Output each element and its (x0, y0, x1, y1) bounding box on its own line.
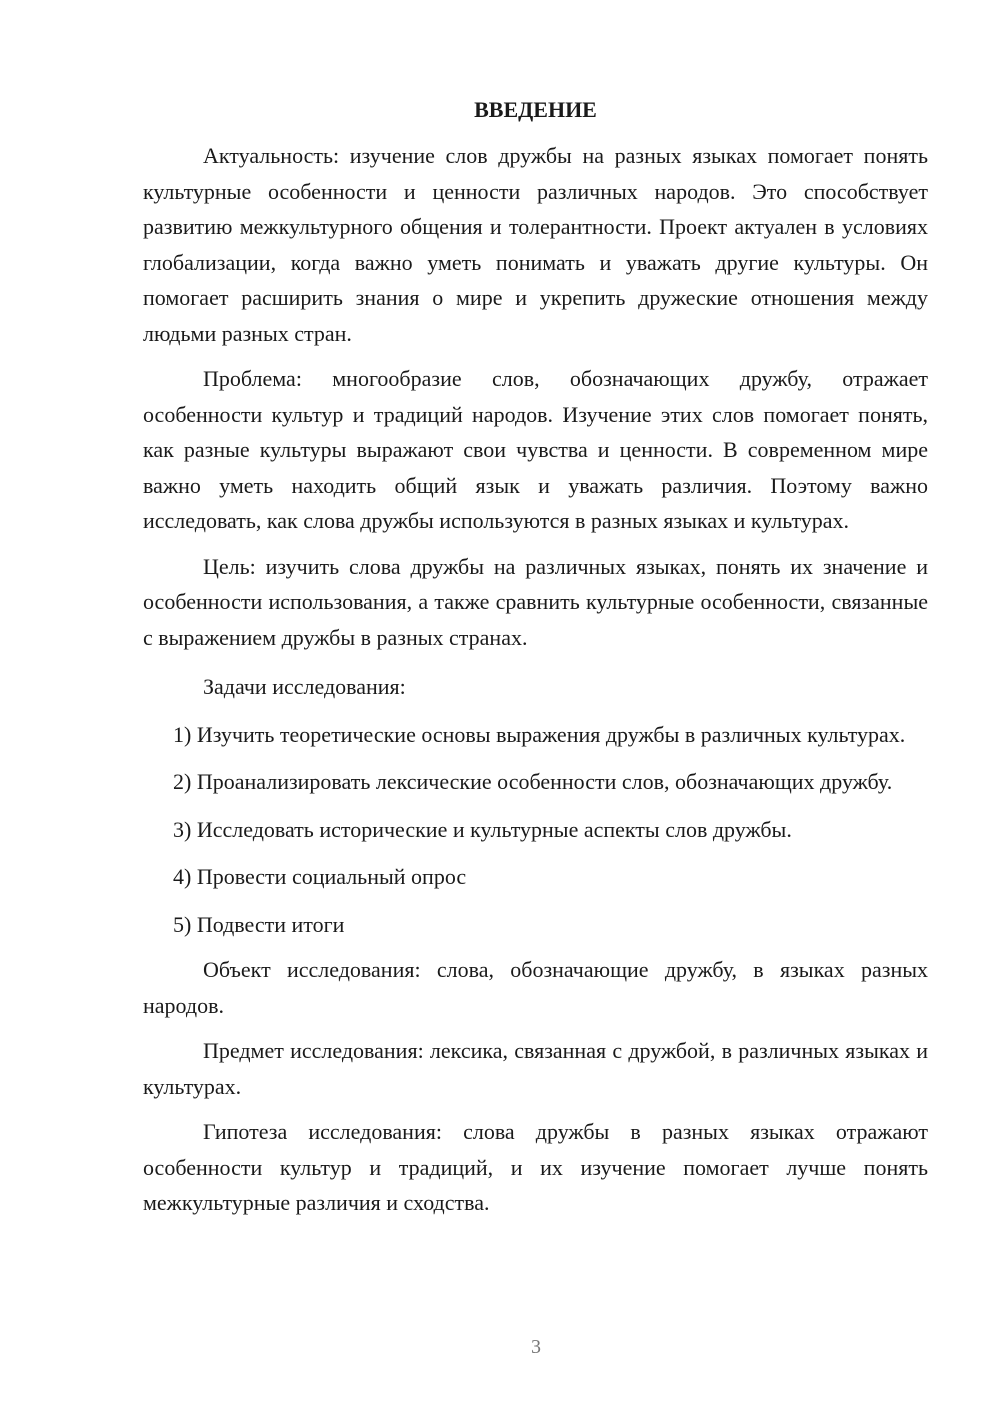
page-number: 3 (531, 1336, 541, 1358)
tasks-heading: Задачи исследования: (203, 674, 406, 699)
task-item-3: 3) Исследовать исторические и культурные аспекты слов дружбы. (173, 816, 792, 842)
relevance-paragraph: Актуальность: изучение слов дружбы на разных языках помогает понять культурные особенности и ценности различных народов. Это способствует развитию межкультурного общения и толерантности. Проект актуален в условиях глобализации, когда важно уметь понимать и уважать другие культуры. Он помогает расширить знания о мире и укрепить дружеские отношения между людьми разных стран. (143, 143, 928, 346)
task-item-5: 5) Подвести итоги (173, 911, 345, 937)
section-heading: ВВЕДЕНИЕ (474, 97, 597, 122)
object-paragraph: Объект исследования: слова, обозначающие дружбу, в языках разных народов. (143, 957, 928, 1018)
subject-paragraph: Предмет исследования: лексика, связанная с дружбой, в различных языках и культурах. (143, 1038, 928, 1099)
task-item-2: 2) Проанализировать лексические особенности слов, обозначающих дружбу. (173, 769, 893, 794)
hypothesis-paragraph: Гипотеза исследования: слова дружбы в разных языках отражают особенности культур и традиций, и их изучение помогает лучше понять межкультурные различия и сходства. (143, 1119, 928, 1215)
task-item-4: 4) Провести социальный опрос (173, 864, 467, 889)
problem-paragraph: Проблема: многообразие слов, обозначающих дружбу, отражает особенности культур и традиций народов. Изучение этих слов помогает понять, как разные культуры выражают свои чувства и ценности. В современном мире важно уметь находить общий язык и уважать различия. Поэтому важно исследовать, как слова дружбы используются в разных языках и культурах. (143, 366, 928, 533)
goal-paragraph: Цель: изучить слова дружбы на различных языках, понять их значение и особенности использования, а также сравнить культурные особенности, связанные с выражением дружбы в разных странах. (143, 553, 928, 650)
page-content (143, 92, 928, 1221)
task-item-1: 1) Изучить теоретические основы выражения дружбы в различных культурах. (173, 721, 906, 747)
